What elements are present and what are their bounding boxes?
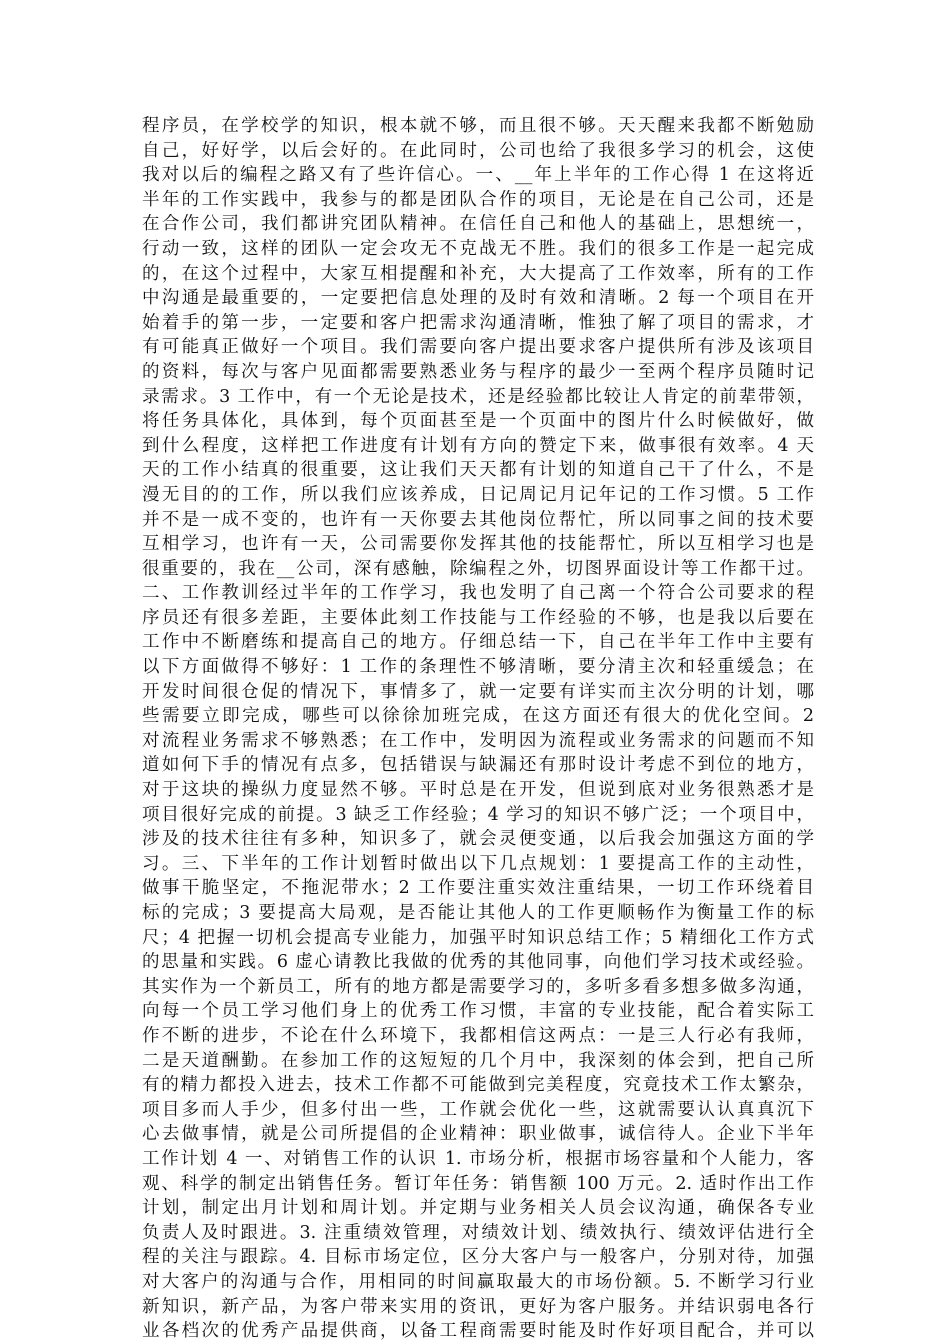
text-line: 尺；4 把握一切机会提高专业能力，加强平时知识总结工作；5 精细化工作方式 <box>142 927 814 948</box>
text-line: 漫无目的的工作，所以我们应该养成，日记周记月记年记的工作习惯。5 工作 <box>142 484 814 505</box>
text-line: 负责人及时跟进。3. 注重绩效管理，对绩效计划、绩效执行、绩效评估进行全 <box>142 1222 814 1243</box>
text-line: 天的工作小结真的很重要，这让我们天天都有计划的知道自己干了什么，不是 <box>142 460 814 481</box>
text-line: 二是天道酬勤。在参加工作的这短短的几个月中，我深刻的体会到，把自己所 <box>142 1050 814 1071</box>
text-line: 序员还有很多差距，主要体此刻工作技能与工作经验的不够，也是我以后要在 <box>142 607 814 628</box>
text-line: 作不断的进步，不论在什么环境下，我都相信这两点：一是三人行必有我师， <box>142 1025 814 1046</box>
text-line: 对流程业务需求不够熟悉；在工作中，发明因为流程或业务需求的问题而不知 <box>142 730 814 751</box>
text-line: 到什么程度，这样把工作进度有计划有方向的赞定下来，做事很有效率。4 天 <box>142 435 814 456</box>
text-line: 在合作公司，我们都讲究团队精神。在信任自己和他人的基础上，思想统一， <box>142 214 814 235</box>
text-line: 习。三、下半年的工作计划暂时做出以下几点规划：1 要提高工作的主动性， <box>142 853 814 874</box>
text-line: 二、工作教训经过半年的工作学习，我也发明了自己离一个符合公司要求的程 <box>142 583 814 604</box>
text-line: 涉及的技术往往有多种，知识多了，就会灵便变通，以后我会加强这方面的学 <box>142 829 814 850</box>
text-line: 很重要的，我在__公司，深有感触，除编程之外，切图界面设计等工作都干过。 <box>142 558 814 579</box>
text-line: 些需要立即完成，哪些可以徐徐加班完成，在这方面还有很大的优化空间。2 <box>142 706 814 727</box>
text-line: 我对以后的编程之路又有了些许信心。一、__年上半年的工作心得 1 在这将近 <box>142 165 814 186</box>
text-line: 半年的工作实践中，我参与的都是团队合作的项目，无论是在自己公司，还是 <box>142 189 814 210</box>
text-line: 对大客户的沟通与合作，用相同的时间赢取最大的市场份额。5. 不断学习行业 <box>142 1271 814 1292</box>
body-text <box>142 114 814 1344</box>
text-line: 的，在这个过程中，大家互相提醒和补充，大大提高了工作效率，所有的工作 <box>142 263 814 284</box>
text-line: 项目很好完成的前提。3 缺乏工作经验；4 学习的知识不够广泛；一个项目中， <box>142 804 814 825</box>
text-line: 项目多而人手少，但多付出一些，工作就会优化一些，这就需要认认真真沉下 <box>142 1099 814 1120</box>
text-line: 并不是一成不变的，也许有一天你要去其他岗位帮忙，所以同事之间的技术要 <box>142 509 814 530</box>
text-line: 计划，制定出月计划和周计划。并定期与业务相关人员会议沟通，确保各专业 <box>142 1198 814 1219</box>
text-line: 对于这块的操纵力度显然不够。平时总是在开发，但说到底对业务很熟悉才是 <box>142 780 814 801</box>
text-line: 观、科学的制定出销售任务。暂订年任务：销售额 100 万元。2. 适时作出工作 <box>142 1173 814 1194</box>
text-line: 道如何下手的情况有点多，包括错误与缺漏还有那时设计考虑不到位的地方， <box>142 755 814 776</box>
text-line: 录需求。3 工作中，有一个无论是技术，还是经验都比较让人肯定的前辈带领， <box>142 386 814 407</box>
text-line: 新知识，新产品，为客户带来实用的资讯，更好为客户服务。并结识弱电各行 <box>142 1296 814 1317</box>
text-line: 程序员，在学校学的知识，根本就不够，而且很不够。天天醒来我都不断勉励 <box>142 116 814 136</box>
text-line: 其实作为一个新员工，所有的地方都是需要学习的，多听多看多想多做多沟通， <box>142 976 814 997</box>
text-line: 中沟通是最重要的，一定要把信息处理的及时有效和清晰。2 每一个项目在开 <box>142 288 814 309</box>
text-line: 标的完成；3 要提高大局观，是否能让其他人的工作更顺畅作为衡量工作的标 <box>142 903 814 923</box>
text-line: 程的关注与跟踪。4. 目标市场定位，区分大客户与一般客户，分别对待，加强 <box>142 1247 814 1268</box>
text-line: 互相学习，也许有一天，公司需要你发挥其他的技能帮忙，所以互相学习也是 <box>142 534 814 555</box>
text-line: 有可能真正做好一个项目。我们需要向客户提出要求客户提供所有涉及该项目 <box>142 337 814 358</box>
text-line: 业各档次的优秀产品提供商，以备工程商需要时能及时作好项目配合，并可以 <box>142 1321 814 1342</box>
text-line: 将任务具体化，具体到，每个页面甚至是一个页面中的图片什么时候做好，做 <box>142 411 814 432</box>
text-line: 开发时间很仓促的情况下，事情多了，就一定要有详实而主次分明的计划，哪 <box>142 681 814 702</box>
text-line: 心去做事情，就是公司所提倡的企业精神：职业做事，诚信待人。企业下半年 <box>142 1124 814 1145</box>
text-line: 行动一致，这样的团队一定会攻无不克战无不胜。我们的很多工作是一起完成 <box>142 238 814 259</box>
text-line: 有的精力都投入进去，技术工作都不可能做到完美程度，究竟技术工作太繁杂， <box>142 1075 814 1096</box>
text-line: 向每一个员工学习他们身上的优秀工作习惯，丰富的专业技能，配合着实际工 <box>142 1001 814 1022</box>
text-line: 工作中不断磨练和提高自己的地方。仔细总结一下，自己在半年工作中主要有 <box>142 632 814 653</box>
text-line: 以下方面做得不够好：1 工作的条理性不够清晰，要分清主次和轻重缓急；在 <box>142 657 814 678</box>
text-line: 始着手的第一步，一定要和客户把需求沟通清晰，惟独了解了项目的需求，才 <box>142 312 814 333</box>
text-line: 做事干脆坚定，不拖泥带水；2 工作要注重实效注重结果，一切工作环绕着目 <box>142 878 814 899</box>
text-line: 工作计划 4 一、对销售工作的认识 1. 市场分析，根据市场容量和个人能力，客 <box>142 1148 814 1169</box>
text-line: 自己，好好学，以后会好的。在此同时，公司也给了我很多学习的机会，这使 <box>142 140 814 161</box>
text-line: 的思量和实践。6 虚心请教比我做的优秀的其他同事，向他们学习技术或经验。 <box>142 952 814 973</box>
text-line: 的资料，每次与客户见面都需要熟悉业务与程序的最少一至两个程序员随时记 <box>142 361 814 382</box>
